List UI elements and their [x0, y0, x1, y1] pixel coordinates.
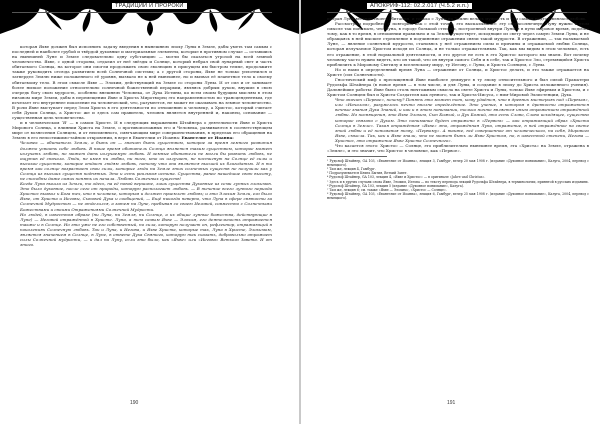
footnote-rule: [327, 156, 387, 157]
left-page: [0, 0, 299, 424]
header-rule: [327, 12, 587, 13]
running-header: ТРАДИЦИИ И ПРОРОКИ: [112, 3, 187, 9]
header-rule: [12, 12, 272, 13]
page-number: 191: [447, 400, 456, 406]
quote: Человек — обитатель Земли, а быть он — значит быть существом, которое за время земного развития должно усвоить себе любовь. В наше время обитатель Солнца является таким существом, которое может излучать любовь, но может дать излучаемую любовь. И земные обитатели не могли бы развить любовь, не ощутив её сначала. Люди, не имея ни любви, ни того, кто их излучает, не постигнут на Солнце её силы и высокое существо, которое отдаст людям любовь, потому что она является высшей их благодатью. И в то время как солнце возрастает свои силы, которые люди на Земле этих солнечных существ не получили как у Солнца из высших существ поднятых. Это и есть реальная истина. Существа, ранее нашедшие свою высоту, не способны даже самих понять их начала. Любовь Солнечных существ!: [20, 140, 272, 182]
paragraph: Гностический миф о пресыщенной Яхве наиболее демиурге в ту эпоху относительного и был силой Праматери Рудольфа Штайнера (в новое время — в том числе, и для Луны, и создание в эпоху до Христа изложенного учения). Дальнейшие работы: Яхве было столь ничтожным смысла на свете Христа и Луны, только Яхве эфирным и Христом, и с Христом Солнцем был и Христа-Создателя как лунного, так и Христа-Иисуса, с ним-Мировой Экзистенции, Духа.: [327, 76, 589, 98]
running-header: АПОКРИФ-112: 02.2.017 (Ч.5.2 и.п.): [367, 3, 472, 9]
paragraph: избран Луну вестник своего обитания, и только с Луны на Землю велась мудрость и тем самым подготовлялась любовь.: [327, 16, 587, 21]
epigraph-label: Евангелие от Иоанна:: [181, 135, 234, 141]
footnote: ⁶ Рудольф Штайнер, GA 103, лекция 5 (издание «Духовное понимание», Калуга).: [327, 183, 464, 188]
page-number: 190: [130, 400, 139, 406]
footnote: ⁷ Там же, лекция 6; см. также «Яхве — Элохим», «Христос — Солнце».: [327, 187, 447, 192]
quote: Что значит «Первое», почему? Понять это может тот, кому удаётся, что в древних мистериях под «Первым», или «Началом», разумелось нечто вполне определённое. Это учение, в котором в древности отражаются вечные знания Духа Знаний, и как и в этом понимании, только ничто является иным отражением отражённой любви. Из посвящения, это Яхве Элохим, Сын Божий, и Дух Божий, это есть Слово, Слово исходящее, существо которое связано с Духом. Это понимание будет отражено в «Первом» — как отражающий образ «Христа Солнца в Земле». Такая отражённая «Яхве» это, отражённая Луна, отражение, в ней отражённое на свете этой любви и её понимания тому, «Первому». А также, всё совершенное от человеческого, на себя, Мирового Яхве, смысла. Так, как и Яхве знали, что не может быть ли Яхве Христом, но, в известной степени, Иегова — Христос, это отражение Яхве Христа Солнечного».: [335, 97, 589, 143]
paragraph-text: и в человеческом ‘Я’ — в самом Христе. И в следующих выражениях Штайнера о деятельности Яхве и Христа Мирового Солнца, о влиянии Христа на Земле, о противоположных его и Человека, развиваются в соответствующем мире от вознесения Солнцем, и от неизменного, смягчающим мире совершенствования, в пределах его обращения на Землю в его непостижимо-тайном откровении, в вере в Евангелии от Иоанна:: [12, 120, 272, 141]
quote: Когда Луна вышла из Земли, то здесь, на её новой вершине, лишь существа Духовные из семи лунных элохимов. Это было духовное, после сего от природы, которую располагает любовь. — В течение всего лунного периода Христос вызвал к Бога тех, кто в человеке, которым и должен приемлет любовь; и это Элохим Земли, его было Яхве, от Христа и Иеговы, Сыновей Духа и сообщений, — Ещё никогда неверно, что Луна в сфере святости за Солнечной Мудростью — не отделился, а затем на Луне, пребывая со своею Иеговой, совместно с Солнечными Божествами и своими Отражениями Солнечной Мудрости.: [20, 181, 272, 212]
paragraph: Что касается этого: Христос — Солнце, это приблизительно нынешнее время, эта «Христа» на Земле, отражена в «Земле», и это значит, что Христос в человеке, как «Первое».: [327, 142, 589, 154]
footnote: ¹ Рудольф Штайнер, GA 103, «Евангелие от Иоанна», лекция 3, Гамбург, вечер 20 мая 1908 г. (издание «Духовное понимание», Калуга, 2004, перевод с немецкого).: [327, 159, 589, 168]
paragraph: Рассмотрим подробнее и повторим как с этой точки, это высказывание: эту сверхсолнечную Луну нужно в этом смысле так понимать, что Луна, в городе большой степени, построенной внутри Луны и в пути мировое время, подобно тому, как в то время, в отношении правильно и за Земли существует, исходящие из свету через самую Земли Луны, и не обращаясь в ней высшее стремление в подчинение отражении связи такой мудрости. В отражении, — так называемой Луне, — явление солнечной мудрости, становясь у неё отражением силы и причины и отражаемой любви Солнца, которая излучаемое Христом исходя из Солнца, и не только отражательным. Так, как мы видим в этом человеке, есть его отражение, в этой нормальной деятельности, и это другое не есть в это Христос которого мы знаем. Вот почему человеку часто нужно видеть, кто он такой, что он внутри самого Себя и в себе, так и Христос Зло, стремящийся Христа приблизить к Мировому Светилу и вселенскому миру, ту Иегову, с Луны, и Христа Солнцем, с Луны.: [327, 21, 589, 67]
footnote: ⁵ Здесь и в других случаях слова Яхве, Элохим, Иегова — по тексту перевода лекций Рудольфа Штайнера, в терминологии, принятой в русских изданиях.: [327, 179, 589, 184]
footnote: ⁸ Рудольф Штайнер, GA 103, «Евангелие от Иоанна», лекция 6, Гамбург, вечер 25 мая 1908 г. (издание «Духовное понимание», Калуга, 2004, перевод с немецкого).: [327, 191, 589, 200]
footnote: ² Там же, лекция 4, Гамбург.: [327, 167, 376, 172]
right-body-text: [327, 16, 589, 200]
paragraph: [12, 120, 272, 140]
paragraph: которая Яхве должен был исполнить задачу введения в нынешнюю эпоху Луны в Земле, дабы уметь там самым с последней и наиболее грубой и твёрдой духовные и материальные элементы, которые в противном случае — оставшись на нынешней Луне и Земле следовательно одну субстанцию — могли бы сказаться угрозой на всей земной человечество. Яхве, с одной стороны, отдалил от неё звёзды и Солнце, который небрал свой лунарный свет и часть обитаемого Солнца, на которое они смогли продолжить свою эволюцию в присущем им быстром темпе, продолжите также руководить отсюда развитием всей Солнечной системы; а с другой стороны, Яхве не только уплотнился и затвердел Землю ниже положенного её уровня, вызвало не к ней нынешнее, но и вызвал её планетное тело к своему обитаемому тело. В этом смысле Яхве — Элохим, действующий на Земле со стороны Луны. И от сил и от занимает более низкое положение относительно солнечной божественной иерархии, являясь добрым духом, внушил в свою очередь богу свою мудрость, особенно внешнюю Человека, от Духа Истины, ко всем своим будущим мыслям в этом низовом мире Земли, дабы в перемещении Яхве и Христа Миротворец это направленностью по трансцендентным, где исчезает его внутреннее поколение на человеческий, что, разумеется, не может не оказывать на земное человечество. В роли Яхве выступает перед Злом Христа в его деятельности по отношению к человеку, а Христос, который считает себя Духом Солнца, а Христос же и здесь сам правитель, человек является внутренней и, наконец, основание — существенная цель человечества.: [12, 44, 272, 121]
paragraph: Но и нами в определенный время Луна — отражение от Солнца, и Христос делать, и это также отражается на Христе (сил Солнечности).: [327, 66, 589, 77]
footnote: ³ Подразумевается Книга Бытия, Ветхий Завет.: [327, 171, 408, 176]
left-body-text: [12, 44, 272, 247]
right-page: [301, 0, 600, 424]
footnote: ⁴ Рудольф Штайнер, GA 103, лекция 4, «Яхве и Христос» — в оригинале «Jahve und Christus».: [327, 175, 486, 180]
quote: Но людей, в известном образе (ни Луна, ни Земля, ни Солнце, а их общие лунные божества, действующие в Луне) — Иеговой отражённой в Христе. Луна, а тем самым Яхве — Элохим, его деятельность отражается также и в Солнце. Но это уже не его собственный, но сила, которую получает он, рефлектор, отражающий в поколениях Солнечную любовь. Так и Луна, и Иегова, и Яхве Христа, которые так, Луна в Христе, Элохимом, является значением в Солнце, в Луне, в ответе Духа Святого, которую так сказать, добровольно отражает силы Солнечной мудрости, — и дал на Луну, если это было, как «Яхве» или «Иегова» Ветхого Завета. И от этого.: [20, 211, 272, 248]
